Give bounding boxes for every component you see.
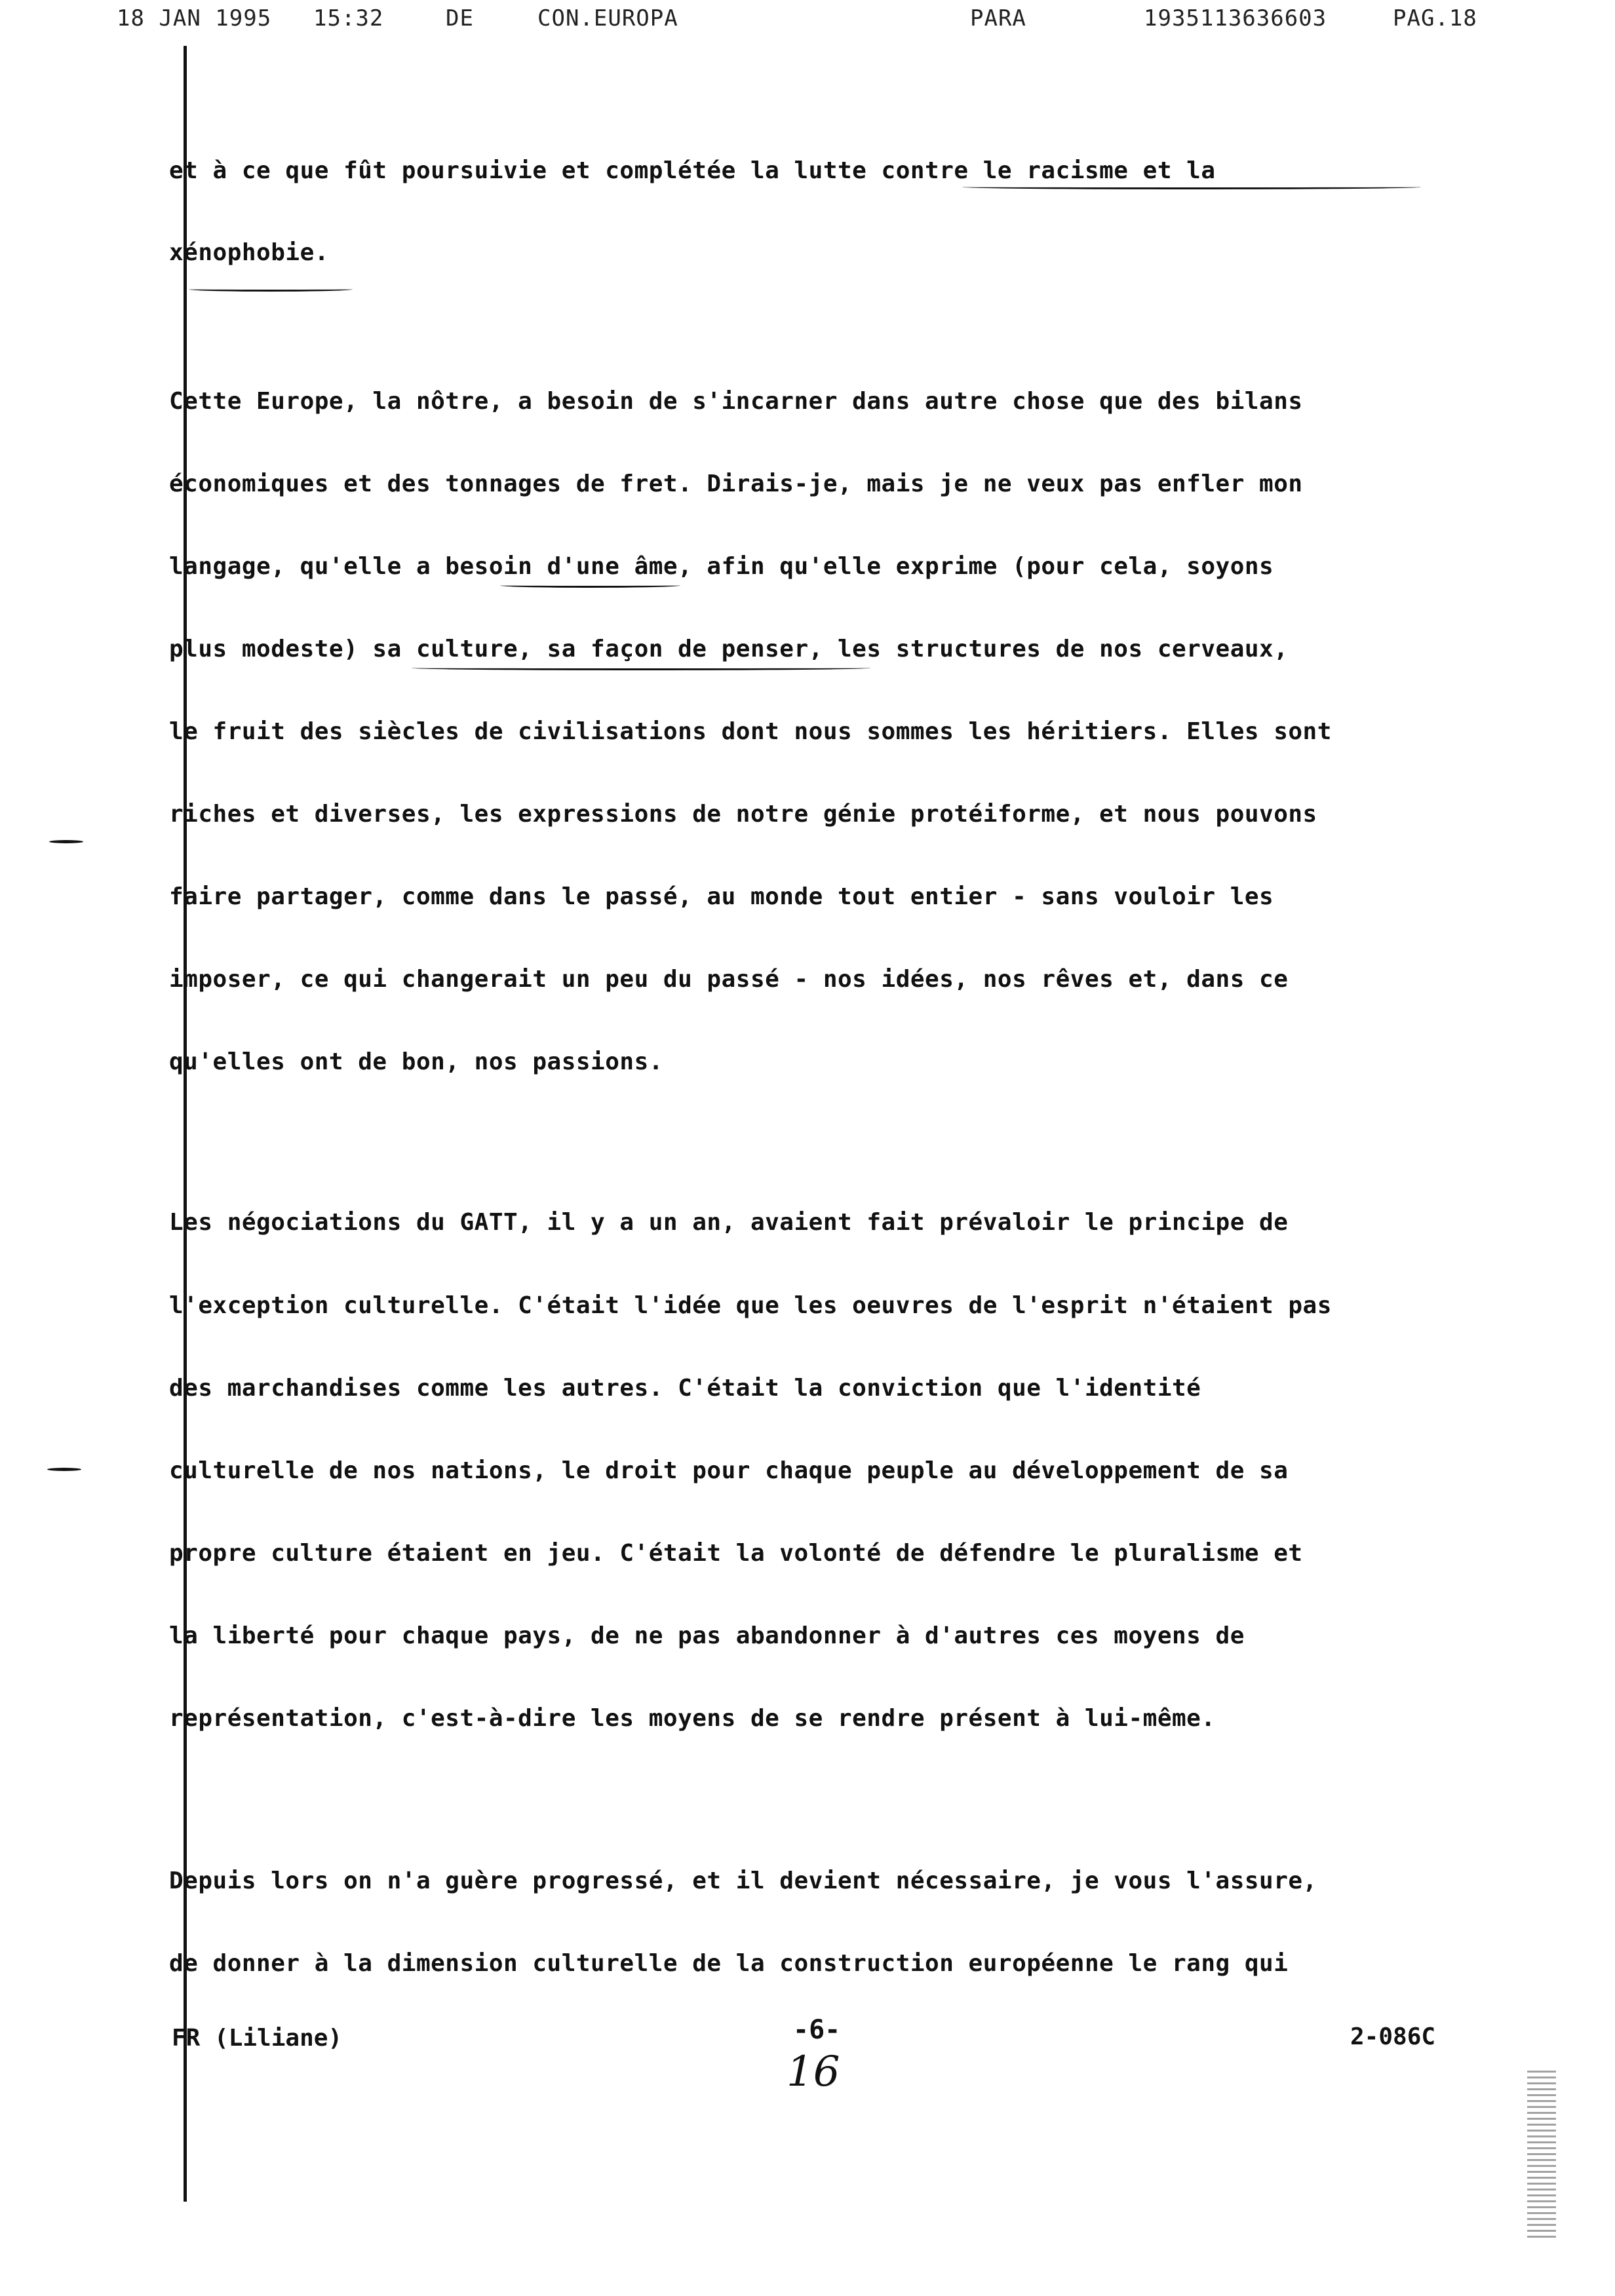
text-line: riches et diverses, les expressions de notre génie protéiforme, et nous pouvons	[169, 801, 1317, 828]
fax-to-label: PARA	[970, 5, 1026, 31]
text-line: représentation, c'est-à-dire les moyens de se rendre présent à lui-même.	[169, 1705, 1216, 1732]
footer-page-handwritten: 16	[787, 2048, 840, 2096]
fax-time: 15:32	[313, 5, 384, 31]
text-line: Les négociations du GATT, il y a un an, avaient fait prévaloir le principe de	[169, 1209, 1289, 1236]
text-line: l'exception culturelle. C'était l'idée que les oeuvres de l'esprit n'étaient pas	[169, 1292, 1332, 1319]
handwritten-underline	[412, 666, 870, 670]
text-line: Cette Europe, la nôtre, a besoin de s'incarner dans autre chose que des bilans	[169, 388, 1303, 415]
fax-page: PAG.18	[1393, 5, 1477, 31]
footer-author: FR (Liliane)	[172, 2025, 343, 2052]
fax-number: 1935113636603	[1144, 5, 1327, 31]
text-line: culturelle de nos nations, le droit pour chaque peuple au développement de sa	[169, 1457, 1289, 1484]
text-line: de donner à la dimension culturelle de la construction européenne le rang qui	[169, 1950, 1289, 1977]
text-line: Depuis lors on n'a guère progressé, et il devient nécessaire, je vous l'assure,	[169, 1867, 1317, 1894]
text-line: imposer, ce qui changerait un peu du passé - nos idées, nos rêves et, dans ce	[169, 966, 1289, 993]
footer-page-typed: -6-	[793, 2015, 841, 2045]
text-line: plus modeste) sa culture, sa façon de penser, les structures de nos cerveaux,	[169, 636, 1289, 662]
text-line: faire partager, comme dans le passé, au monde tout entier - sans vouloir les	[169, 883, 1274, 910]
fax-from-label: DE	[446, 5, 474, 31]
text-line: propre culture étaient en jeu. C'était la volonté de défendre le pluralisme et	[169, 1540, 1303, 1567]
margin-mark	[49, 840, 83, 843]
fax-sender: CON.EUROPA	[537, 5, 678, 31]
handwritten-underline	[189, 287, 353, 292]
footer-doc-code: 2-086C	[1350, 2023, 1436, 2050]
text-line: xénophobie.	[169, 239, 329, 266]
scan-artifact	[1527, 2071, 1556, 2241]
text-line: qu'elles ont de bon, nos passions.	[169, 1048, 663, 1075]
text-line: et à ce que fût poursuivie et complétée la lutte contre le racisme et la	[169, 157, 1216, 184]
handwritten-underline	[500, 583, 680, 588]
margin-mark	[47, 1468, 81, 1471]
text-line: la liberté pour chaque pays, de ne pas abandonner à d'autres ces moyens de	[169, 1622, 1245, 1649]
text-line: langage, qu'elle a besoin d'une âme, afin qu'elle exprime (pour cela, soyons	[169, 553, 1274, 580]
text-line: des marchandises comme les autres. C'était la conviction que l'identité	[169, 1375, 1201, 1402]
handwritten-underline	[962, 185, 1421, 189]
text-line: le fruit des siècles de civilisations dont nous sommes les héritiers. Elles sont	[169, 718, 1332, 745]
fax-date: 18 JAN 1995	[117, 5, 272, 31]
fax-header	[0, 5, 1615, 34]
text-line: économiques et des tonnages de fret. Dirais-je, mais je ne veux pas enfler mon	[169, 470, 1303, 497]
